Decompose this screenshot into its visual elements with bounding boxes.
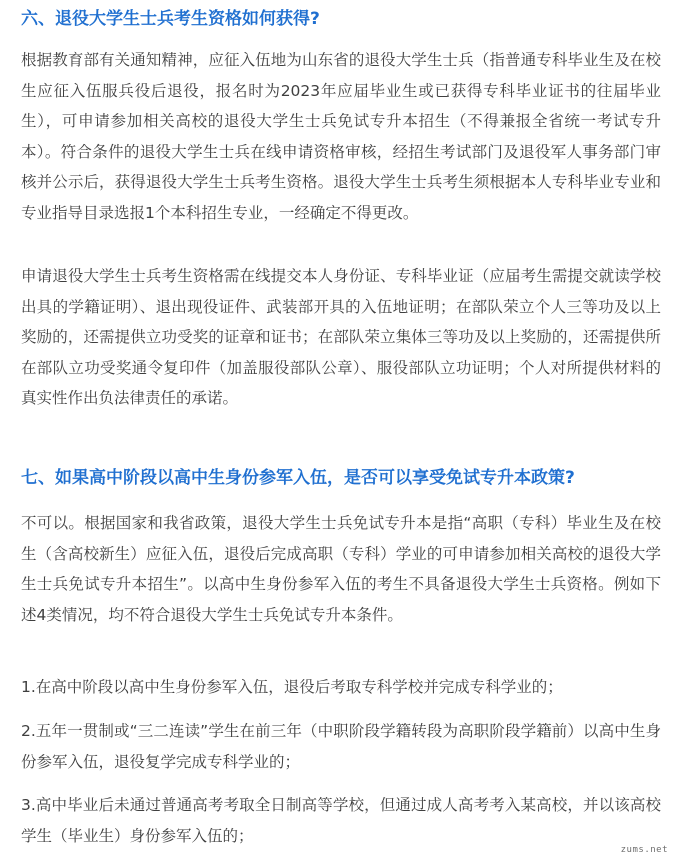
section-heading-six: 六、退役大学生士兵考生资格如何获得?: [21, 9, 320, 29]
site-watermark: zums.net: [620, 845, 668, 855]
paragraph-required-materials: 申请退役大学生士兵考生资格需在线提交本人身份证、专科毕业证（应届考生需提交就读学校出具的学籍证明）、退出现役证件、武装部开具的入伍地证明；在部队荣立个人三等功及以上奖励的，还需提供立功受奖的证章和证书；在部队荣立集体三等功及以上奖励的，还需提供所在部队立功受奖通令复印件（加盖服役部队公章）、服役部队立功证明；个人对所提供材料的真实性作出负法律责任的承诺。: [21, 267, 661, 407]
paragraph-eligibility: 根据教育部有关通知精神，应征入伍地为山东省的退役大学生士兵（指普通专科毕业生及在校生应征入伍服兵役后退役，报名时为2023年应届毕业生或已获得专科毕业证书的往届毕业生），可申请参加相关高校的退役大学生士兵免试专升本招生（不得兼报全省统一考试专升本）。符合条件的退役大学生士兵在线申请资格审核，经招生考试部门及退役军人事务部门审核并公示后，获得退役大学生士兵考生资格。退役大学生士兵考生须根据本人专科毕业专业和专业指导目录选报1个本科招生专业，一经确定不得更改。: [21, 51, 661, 222]
section-heading-seven: 七、如果高中阶段以高中生身份参军入伍，是否可以享受免试专升本政策?: [21, 468, 575, 488]
list-item-case-2: 2.五年一贯制或“三二连读”学生在前三年（中职阶段学籍转段为高职阶段学籍前）以高中生身份参军入伍，退役复学完成专科学业的；: [21, 722, 661, 771]
list-item-case-1: 1.在高中阶段以高中生身份参军入伍，退役后考取专科学校并完成专科学业的；: [21, 678, 563, 696]
list-item-case-3: 3.高中毕业后未通过普通高考考取全日制高等学校，但通过成人高考考入某高校，并以该高校学生（毕业生）身份参军入伍的；: [21, 796, 661, 845]
paragraph-policy-answer: 不可以。根据国家和我省政策，退役大学生士兵免试专升本是指“高职（专科）毕业生及在校生（含高校新生）应征入伍，退役后完成高职（专科）学业的可申请参加相关高校的退役大学生士兵免试专升本招生”。以高中生身份参军入伍的考生不具备退役大学生士兵资格。例如下述4类情况，均不符合退役大学生士兵免试专升本条件。: [21, 514, 661, 624]
